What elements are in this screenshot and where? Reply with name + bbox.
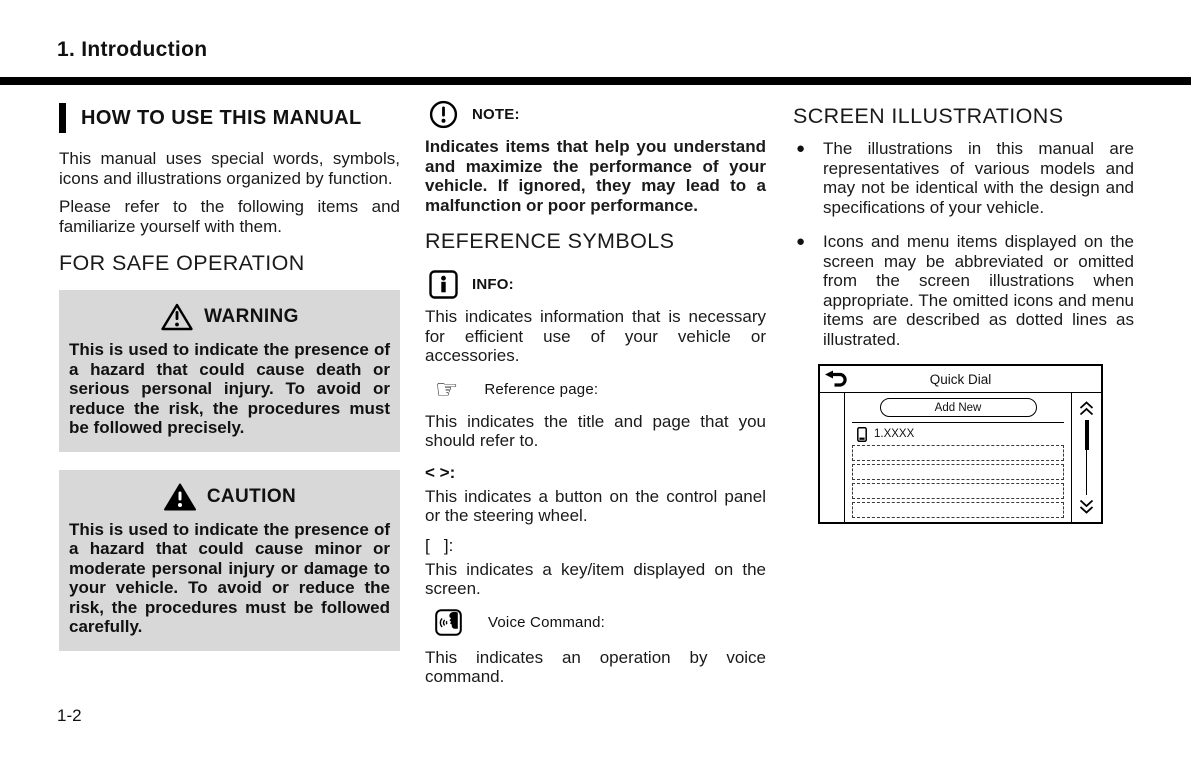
note-header — [429, 100, 766, 129]
right-column — [793, 104, 1134, 524]
bullet-text-2: Icons and menu items displayed on the screen may be abbreviated or omitted from the screen illustrations when appropriate. The omitted icons and menu items are described as dotted lines as illustrated. — [823, 232, 1134, 349]
bullet-item — [793, 232, 1134, 349]
double-chevron-down-icon — [1078, 498, 1095, 515]
scrollbar-track — [1072, 420, 1101, 495]
caution-box-header — [69, 482, 390, 512]
double-chevron-up-icon — [1078, 400, 1095, 417]
screen-left-strip — [820, 393, 845, 522]
bullet-dot: ● — [796, 233, 806, 250]
section-heading-label: HOW TO USE THIS MANUAL — [81, 106, 362, 129]
caution-label: CAUTION — [206, 485, 297, 507]
omitted-item-placeholder — [852, 502, 1064, 518]
middle-column — [425, 98, 766, 696]
angle-brackets-label: < >: — [425, 462, 456, 482]
voice-command-icon — [435, 609, 462, 636]
back-arrow-icon — [825, 370, 849, 387]
warning-triangle-filled-icon — [163, 482, 197, 512]
warning-box — [59, 290, 400, 452]
info-square-icon — [429, 270, 458, 299]
subsection-heading-for-safe-operation: FOR SAFE OPERATION — [59, 251, 305, 275]
note-text: Indicates items that help you understand and maximize the performance of your vehicle. If ignored, they may lead to a malfunction or poor performance. — [425, 137, 766, 215]
screen-scrollbar — [1071, 393, 1101, 522]
scrollbar-thumb — [1085, 420, 1089, 450]
warning-box-header — [69, 302, 390, 332]
header-rule — [0, 77, 1191, 85]
intro-paragraph-1: This manual uses special words, symbols, icons and illustrations organized by function. — [59, 149, 400, 188]
caution-box — [59, 470, 400, 651]
omitted-item-placeholder — [852, 483, 1064, 499]
add-new-button: Add New — [880, 398, 1037, 417]
warning-label: WARNING — [204, 306, 299, 327]
mobile-phone-icon — [857, 427, 867, 442]
square-brackets-label: [ ]: — [425, 535, 454, 555]
section-heading-how-to-use — [59, 103, 400, 133]
caution-text: This is used to indicate the presence of a hazard that could cause minor or moderate personal injury or damage to your vehicle. To avoid or reduce the risk, the procedures must be followed carefully. — [69, 519, 390, 636]
warning-text: This is used to indicate the presence of a hazard that could cause death or serious personal injury. To avoid or reduce the risk, the procedures must be followed precisely. — [69, 340, 390, 437]
screen-divider-line — [852, 422, 1064, 423]
info-label: INFO: — [472, 276, 514, 293]
voice-command-label: Voice Command: — [488, 613, 606, 631]
chapter-title: 1. Introduction — [57, 38, 208, 61]
omitted-item-placeholder — [852, 464, 1064, 480]
page-number: 1-2 — [57, 706, 82, 725]
bullet-text-1: The illustrations in this manual are representatives of various models and may not be identical with the design and specifications of your vehicle. — [823, 139, 1134, 217]
screen-header — [820, 366, 1101, 393]
reference-page-text: This indicates the title and page that you should refer to. — [425, 411, 766, 450]
pointing-hand-icon: ☞ — [435, 374, 459, 405]
intro-paragraph-2: Please refer to the following items and familiarize yourself with them. — [59, 197, 400, 236]
subsection-heading-reference-symbols: REFERENCE SYMBOLS — [425, 229, 675, 253]
heading-marker-bar — [59, 103, 66, 133]
omitted-item-placeholder — [852, 445, 1064, 461]
reference-page-label: Reference page: — [484, 381, 599, 398]
angle-brackets-text: This indicates a button on the control panel or the steering wheel. — [425, 486, 766, 525]
bullet-item — [793, 139, 1134, 217]
warning-triangle-outline-icon — [160, 302, 194, 332]
note-label: NOTE: — [472, 106, 520, 123]
screen-main-area — [845, 393, 1071, 522]
voice-command-text: This indicates an operation by voice command. — [425, 647, 766, 686]
reference-page-row — [435, 374, 766, 405]
quick-dial-entry — [852, 426, 1064, 442]
voice-command-row — [435, 609, 766, 636]
screen-title: Quick Dial — [929, 371, 992, 387]
square-brackets-text: This indicates a key/item displayed on the screen. — [425, 559, 766, 598]
left-column — [59, 103, 400, 669]
subsection-heading-screen-illustrations: SCREEN ILLUSTRATIONS — [793, 104, 1064, 128]
quick-dial-entry-label: 1.XXXX — [874, 428, 915, 441]
screen-illustration — [818, 364, 1103, 524]
exclamation-circle-icon — [429, 100, 458, 129]
bullet-dot: ● — [796, 140, 806, 157]
info-text: This indicates information that is necessary for efficient use of your vehicle or accessories. — [425, 307, 766, 365]
screen-body — [820, 393, 1101, 522]
info-header — [429, 270, 766, 299]
